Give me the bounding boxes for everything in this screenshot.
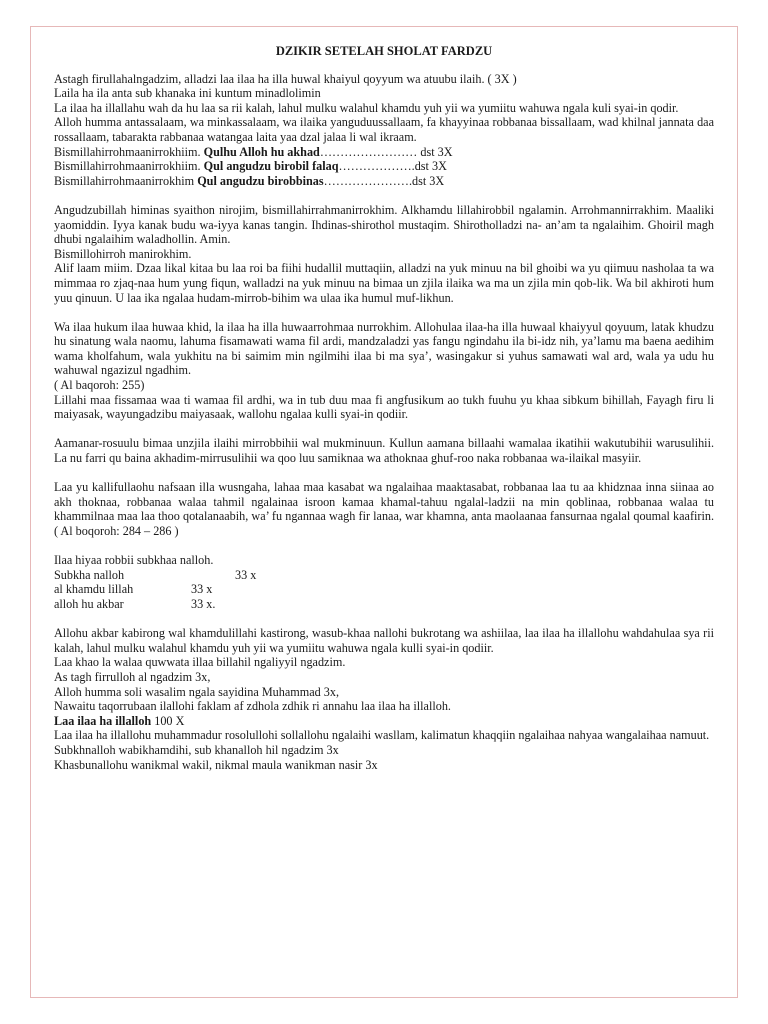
tasbih-count-row <box>54 597 714 612</box>
takbir-paragraph: Allohu akbar kabirong wal khamdulillahi kastirong, wasub-khaa nallohi bukrotang wa ashiilaa, laa ilaa ha illallohu wahdahulaa sya rii kalah, lahul mulku walahul khamdu yuh yii wa yumiitu wahuwa ngala kulli syai-in qodiir. <box>54 626 714 655</box>
surah-line: Bismillahirrohmaanirrokhiim. Qul angudzu birobil falaq……………….dst 3X <box>54 159 447 174</box>
tasbih-label: Subkha nalloh <box>54 567 125 582</box>
tasbih-label: alloh hu akbar <box>54 596 124 611</box>
lillahi-paragraph: Lillahi maa fissamaa waa ti wamaa fil ardhi, wa in tub duu maa fi angfusikum ao tukh fuuhu yu khaa sibkum bihillah, Fayagh firu li maiyasak, wayungadzibu maiyasaak, wallohu ngalaa kulli syai-in qodiir. <box>54 392 714 422</box>
paragraph-gap <box>54 539 714 554</box>
surah-name: Qul angudzu birobil falaq <box>203 159 339 174</box>
surah-name: Qul angudzu birobbinas <box>197 173 324 188</box>
tasbih-intro: Ilaa hiyaa robbii subkhaa nalloh. <box>54 553 214 568</box>
tasbih-count: 33 x <box>191 582 213 597</box>
tasbih-count-row <box>54 582 714 597</box>
basmalah-line: Bismillohirroh manirokhim. <box>54 246 192 261</box>
tahlil-bold: Laa ilaa ha illalloh <box>54 713 152 728</box>
surah-name: Qulhu Alloh hu akhad <box>203 144 320 159</box>
istighfar-line: Astagh firullahalngadzim, alladzi laa ilaa ha illa huwal khaiyul qoyyum wa atuubu ilaih. ( 3X ) <box>54 71 517 86</box>
paragraph-gap <box>54 188 714 203</box>
hauqolah-line: Laa khao la walaa quwwata illaa billahil ngaliyyil ngadzim. <box>54 655 346 670</box>
document-title: DZIKIR SETELAH SHOLAT FARDZU <box>275 44 493 58</box>
document-body <box>54 44 714 772</box>
surah-line: Bismillahirrohmaanirrokhiim. Qulhu Alloh hu akhad…………………… dst 3X <box>54 144 453 159</box>
antassalaam-paragraph: Alloh humma antassalaam, wa minkassalaam, wa ilaika yanguduussallaam, fa khayyinaa robbanaa bissallaam, wad khilnal jannata daa rossallaam, tabarakta rabbanaa watangaa laita yaa dzal jalaa li wal ikraam. <box>54 115 714 144</box>
tahlil-count: 100 X <box>151 713 185 728</box>
laa-yukallifu-paragraph: Laa yu kallifullaohu nafsaan illa wusngaha, lahaa maa kasabat wa ngalaihaa maaktasabat, robbanaa laa tu aa khidznaa inna siinaa ao akh thoknaa, robbanaa walaa tahmil ngalainaa isroon kamaa khamal-tahuu ngalal-ladzii na min qoblinaa, robbanaa walaa tu khammilnaa maa laa thoo qotalanaabih, wa’ fu ngannaa wagh fir lanaa, war khamna, anta maolaanaa fansurnaa ngalal qoumal kaafirin. ( Al boqoroh: 284 – 286 ) <box>54 480 714 538</box>
tasbih-count-row <box>54 568 714 583</box>
baqarah-opening-paragraph: Alif laam miim. Dzaa likal kitaa bu laa roi ba fiihi hudallil muttaqiin, alladzi na yuk minuu na bil ghoibi wa yu qiimuu nasholaa ta wa mimmaa ro zjaq-naa hum yung fiqun, walladzi na yuk minuu na bimaa un zjila ilaika wa ma un zjila min qob-lik. Wa bil akhiroti hum yuu qinuun. U laa ika ngalaa hudam-mirrob-bihim wa ulaa ika humul muf-likhun. <box>54 261 714 305</box>
muhammadur-rosulullah-paragraph: Laa ilaa ha illallohu muhammadur rosolullohi sollallohu ngalaihi wasllam, kalimatun khaqqiin ngalaihaa nahyaa wangalaihaa namuut. <box>54 728 710 743</box>
tasbih-label: al khamdu lillah <box>54 582 134 597</box>
fatihah-paragraph: Angudzubillah himinas syaithon nirojim, bismillahirrahmanirrokhim. Alkhamdu lillahirobbil ngalamin. Arrohmannirrakhim. Maaliki yaomiddin. Iyya kanak budu wa-iyya kanas tangin. Ihdinas-shirothol mustaqim. Shirotholladzi na- an’am ta ngalaihim. Ghoiril magh dhubi ngalaihim waladhollin. Amin. <box>54 202 714 247</box>
paragraph-gap <box>54 466 714 481</box>
hasbunallah-line: Khasbunallohu wanikmal wakil, nikmal maula wanikman nasir 3x <box>54 757 378 772</box>
laila-line: Laila ha ila anta sub khanaka ini kuntum minadlolimin <box>54 86 321 101</box>
surah-line: Bismillahirrohmaanirrokhim Qul angudzu birobbinas………………….dst 3X <box>54 173 445 188</box>
subhanallah-line: Subkhnalloh wabikhamdihi, sub khanalloh hil ngadzim 3x <box>54 742 339 757</box>
tahlil-paragraph: La ilaa ha illallahu wah da hu laa sa rii kalah, lahul mulku walahul khamdu yuh yii wa yumiitu wahuwa ngala kuli syai-in qodir. <box>54 100 679 115</box>
tasbih-count: 33 x. <box>191 596 216 611</box>
sholawat-line: Alloh humma soli wasalim ngala sayidina Muhammad 3x, <box>54 684 340 699</box>
ayat-reference: ( Al baqoroh: 255) <box>54 378 145 393</box>
paragraph-gap <box>54 422 714 437</box>
tasbih-count: 33 x <box>235 567 257 582</box>
paragraph-gap <box>54 305 714 320</box>
ayat-kursi-paragraph: Wa ilaa hukum ilaa huwaa khid, la ilaa ha illa huwaarrohmaa nurrokhim. Allohulaa ilaa-ha illa huwaal khaiyyul qoyuum, latak khudzu hu sinatung wala naomu, lahuma fisamawati wama fil ardi, mandzaladzi yas fangu ngindahu ila bi-idz nih, ya’lamu ma baena aedihim wama kholfahum, wala yukhitu na bi saimim min ngilmihi ilaa bi ma sya’, wasingakur si yuhus samawati wal ard, wala ya udu hu wahuwal ngazizul ngadhim. <box>54 319 714 378</box>
nawaitu-line: Nawaitu taqorrubaan ilallohi faklam af zdhola zdhik ri annahu laa ilaa ha illalloh. <box>54 699 451 714</box>
tahlil-count-line <box>54 714 714 729</box>
aamanar-rosuulu-paragraph: Aamanar-rosuulu bimaa unzjila ilaihi mirrobbihii wal mukminuun. Kullun aamana billaahi wamalaa ikatihii wakutubihii warusulihii. La nu farri qu baina akhadim-mirrusulihii wa qoo luu samiknaa wa athoknaa ghuf-roo naka robbanaa wa-ilaikal masyiir. <box>54 436 714 466</box>
astaghfirullah-line: As tagh firrulloh al ngadzim 3x, <box>54 669 211 684</box>
paragraph-gap <box>54 612 714 627</box>
